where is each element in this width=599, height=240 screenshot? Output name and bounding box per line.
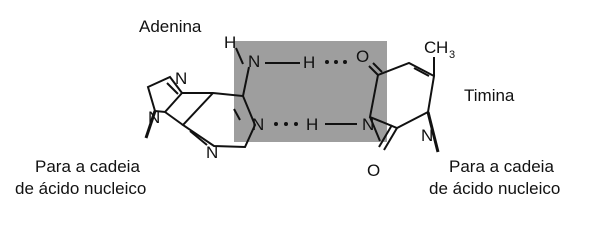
adenine-amino-n: N [248, 52, 261, 71]
methyl-subscript: 3 [449, 49, 456, 61]
thymine-top-oxygen: O [356, 47, 370, 66]
methyl-c: C [424, 38, 437, 57]
adenine-n9: N [148, 108, 161, 127]
thymine-bottom-oxygen: O [367, 161, 381, 180]
thymine-n3: N [362, 115, 375, 134]
right-caption-line-1: Para a cadeia [449, 157, 554, 176]
left-caption-line-2: de ácido nucleico [15, 179, 147, 198]
thymine-label: Timina [464, 86, 515, 105]
adenine-label: Adenina [139, 17, 202, 36]
adenine-n3: N [206, 143, 219, 162]
adenine-n7: N [175, 69, 188, 88]
right-caption-line-2: de ácido nucleico [429, 179, 561, 198]
left-caption-line-1: Para a cadeia [35, 157, 140, 176]
adenine-n1: N [252, 115, 265, 134]
lower-bond-h: H [306, 115, 319, 134]
methyl-h: H [436, 38, 449, 57]
adenine-amino-h: H [224, 33, 237, 52]
thymine-n1: N [421, 126, 434, 145]
upper-bond-h: H [303, 53, 316, 72]
